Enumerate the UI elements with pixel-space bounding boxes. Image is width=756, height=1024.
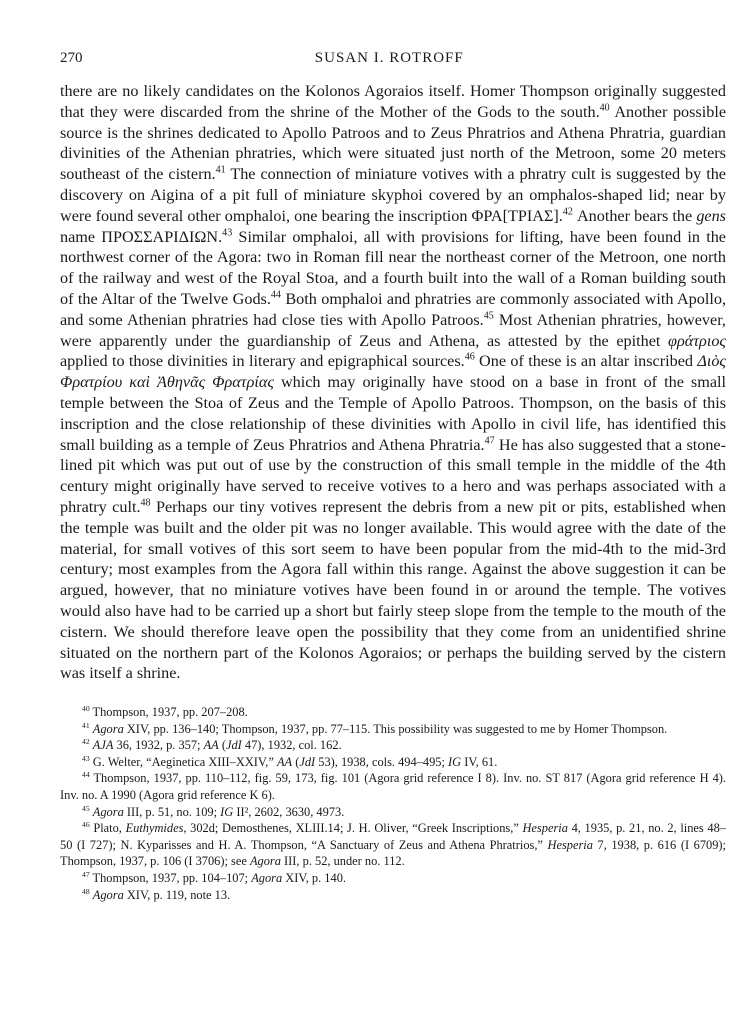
text-run: Another bears the: [572, 206, 697, 225]
footnote-ref: 41: [215, 164, 226, 176]
italic-text: Agora: [249, 854, 281, 869]
italic-text: Agora: [251, 871, 283, 886]
footnote-ref: 46: [82, 820, 90, 830]
italic-text: IG: [448, 754, 462, 769]
footnote-ref: 41: [82, 720, 90, 730]
footnote-ref: 42: [82, 737, 90, 747]
text-run: III, p. 52, under no. 112.: [280, 854, 405, 869]
text-run: name ΠΡΟΣΣΑΡΙΔΙΩΝ.: [60, 227, 223, 246]
text-run: Similar omphaloi, all with provisions for lifting, have been found in the northwest corner of the Agora: two in Roman fill near the northeast corner of the Metroon, one north of the railway and west of the Royal Stoa, and a fourth built into the wall of a Roman building south of the Altar of the Twelve Gods.: [60, 227, 726, 308]
text-run: 7, 1938, p. 616 (I 6709); Thompson, 1937, p. 106 (I 3706); see: [60, 837, 726, 869]
text-run: XIV, p. 140.: [282, 871, 346, 886]
footnote-ref: 46: [464, 351, 475, 363]
footnote: [60, 804, 726, 821]
text-run: there are no likely candidates on the Kolonos Agoraios itself. Homer Thompson originally suggested that they were discarded from the shrine of the Mother of the Gods to the south.: [60, 82, 726, 121]
footnote: [60, 754, 726, 771]
footnote: [60, 721, 726, 738]
text-run: 36, 1932, p. 357;: [113, 738, 204, 753]
text-run: II², 2602, 3630, 4973.: [233, 804, 345, 819]
text-run: (: [218, 738, 226, 753]
footnote: [60, 704, 726, 721]
italic-text: JdI: [299, 754, 316, 769]
footnote-ref: 43: [222, 227, 233, 239]
footnote: [60, 870, 726, 887]
footnote-ref: 42: [562, 206, 573, 218]
footnote-ref: 45: [483, 310, 494, 322]
text-run: applied to those divinities in literary and epigraphical sources.: [60, 352, 465, 371]
text-run: Plato,: [89, 821, 126, 836]
text-run: The connection of miniature votives with a phratry cult is suggested by the discovery on Aigina of a pit full of miniature skyphoi covered by an omphalos-shaped lid; near by were found several other omphaloi, one bearing the inscription ΦΡΑ[ΤΡΙΑΣ].: [60, 165, 726, 225]
text-run: IV, 61.: [461, 754, 498, 769]
italic-text: JdI: [225, 738, 242, 753]
italic-text: Agora: [92, 887, 124, 902]
footnote: [60, 820, 726, 870]
italic-text: Hesperia: [522, 821, 568, 836]
footnote-ref: 44: [82, 770, 90, 780]
running-head: SUSAN I. ROTROFF: [314, 50, 464, 66]
text-run: Both omphaloi and phratries are commonly associated with Apollo, and some Athenian phratries had close ties with Apollo Patroos.: [60, 289, 726, 329]
text-run: Thompson, 1937, pp. 110–112, fig. 59, 173, fig. 101 (Agora grid reference I 8). Inv. no. ST 817 (Agora grid reference H 4). Inv. no. A 1990 (Agora grid reference K 6).: [60, 771, 726, 803]
body-paragraph: [60, 81, 726, 684]
footnote-ref: 48: [82, 886, 90, 896]
page: [60, 50, 726, 903]
italic-text: Διὸς Φρατρίου καὶ Ἀθηνᾶς Φρατρίας: [60, 352, 726, 392]
text-run: He has also suggested that a stone-lined pit which was put out of use by the construction of this small temple in the middle of the 4th century might originally have served to receive votives to a hero and was perhaps associated with a phratry cult.: [60, 435, 727, 516]
text-run: XIV, p. 119, note 13.: [123, 887, 231, 902]
italic-text: AA: [276, 754, 293, 769]
italic-text: φράτριος: [668, 331, 726, 350]
italic-text: Euthymides: [125, 821, 184, 836]
footnote-ref: 47: [484, 435, 495, 447]
page-header: [60, 50, 726, 67]
footnote-ref: 48: [140, 497, 151, 509]
footnote-ref: 43: [82, 753, 90, 763]
italic-text: gens: [696, 206, 726, 225]
footnote: [60, 737, 726, 754]
text-run: 47), 1932, col. 162.: [241, 738, 342, 753]
italic-text: Hesperia: [547, 837, 593, 852]
text-run: Thompson, 1937, pp. 207–208.: [89, 705, 248, 720]
italic-text: Agora: [92, 804, 124, 819]
italic-text: IG: [220, 804, 234, 819]
text-run: Thompson, 1937, pp. 104–107;: [89, 871, 252, 886]
text-run: 53), 1938, cols. 494–495;: [315, 754, 449, 769]
text-run: , 302d; Demosthenes, XLIII.14; J. H. Oliver, “Greek Inscriptions,”: [183, 821, 523, 836]
footnote: [60, 887, 726, 904]
text-run: One of these is an altar inscribed: [474, 352, 698, 371]
text-run: III, p. 51, no. 109;: [123, 804, 221, 819]
footnote-ref: 40: [599, 102, 610, 114]
italic-text: Agora: [92, 721, 124, 736]
text-run: G. Welter, “Aeginetica XIII–XXIV,”: [89, 754, 277, 769]
text-run: XIV, pp. 136–140; Thompson, 1937, pp. 77–115. This possibility was suggested to me by Homer Thompson.: [123, 721, 668, 736]
footnote-ref: 45: [82, 803, 90, 813]
text-run: (: [292, 754, 300, 769]
italic-text: AA: [203, 738, 219, 753]
footnote-ref: 47: [82, 869, 90, 879]
footnote-ref: 40: [82, 703, 90, 713]
footnotes: [60, 704, 726, 903]
text-run: which may originally have stood on a base in front of the small temple between the Stoa of Zeus and the Temple of Apollo Patroos. Thompson, on the basis of this inscription and the close relationship of these divinities with Apollo in civil life, has identified this small building as a temple of Zeus Phratrios and Athena Phratria.: [60, 373, 726, 454]
footnote-ref: 44: [270, 289, 281, 301]
italic-text: AJA: [92, 738, 114, 753]
text-run: Most Athenian phratries, however, were apparently under the guardianship of Zeus and Athena, as attested by the epithet: [60, 310, 726, 350]
text-run: Perhaps our tiny votives represent the debris from a new pit or pits, established when the temple was built and the older pit was no longer available. This would agree with the date of the material, for small votives of this sort seem to have been popular from the mid-4th to the mid-3rd century; most examples from the Agora fall within this range. Against the above suggestion it can be argued, however, that no miniature votives have been found in or around the temple. The votives would also have had to be carried up a short but fairly steep slope from the temple to the mouth of the cistern. We should therefore leave open the possibility that they come from an unidentified shrine situated on the northern part of the Kolonos Agoraios; or perhaps the building served by the cistern was itself a shrine.: [60, 497, 726, 683]
page-number: 270: [60, 50, 83, 66]
footnote: [60, 770, 726, 803]
text-run: 4, 1935, p. 21, no. 2, lines 48–50 (I 727); N. Kyparisses and H. A. Thompson, “A Sanctuary of Zeus and Athena Phratrios,”: [60, 821, 726, 852]
text-run: Another possible source is the shrines dedicated to Apollo Patroos and to Zeus Phratrios and Athena Phratria, guardian divinities of the Athenian phratries, which were situated just north of the Metroon, some 20 meters southeast of the cistern.: [60, 102, 726, 184]
